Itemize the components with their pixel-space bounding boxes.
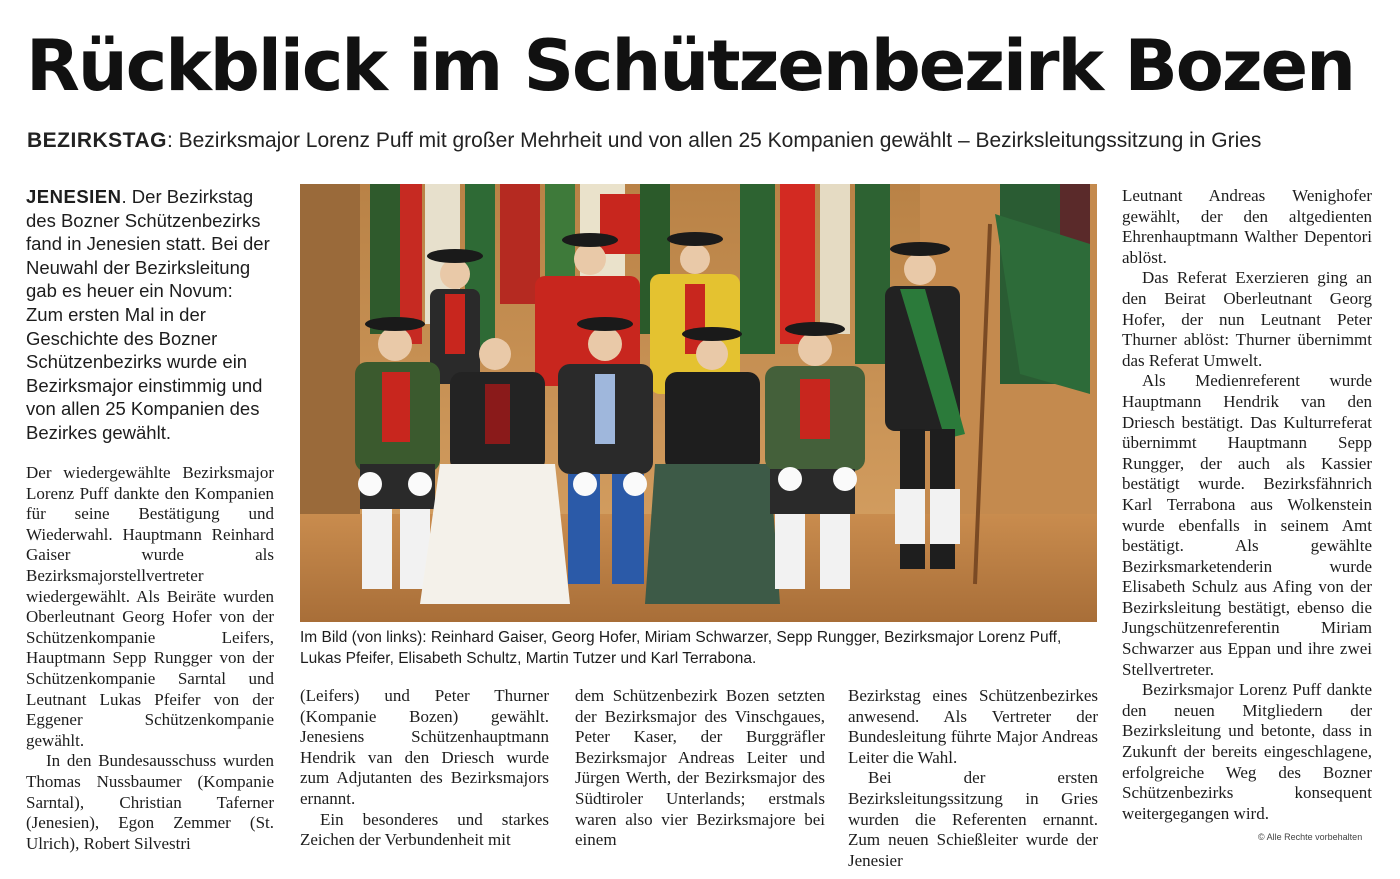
column-4 xyxy=(848,686,1098,871)
column-1-paragraph-1: Der wiedergewählte Bezirksmajor Lorenz Puff dankte den Kompanien für seine Bestätigung und Wiederwahl. Hauptmann Reinhard Gaiser wurde als Bezirksmajorstellvertreter wiedergewählt. Als Beiräte wurden Oberleutnant Georg Hofer von der Schützenkompanie Leifers, Hauptmann Sepp Rungger von der Schützenkompanie Sarntal und Leutnant Lukas Pfeifer von der Eggener Schützenkompanie gewählt. xyxy=(26,463,274,750)
column-2-paragraph-1: (Leifers) und Peter Thurner (Kompanie Bozen) gewählt. Jenesiens Schützenhauptmann Hendrik van den Driesch wurde zum Adjutanten des Bezirksmajors ernannt. xyxy=(300,686,549,808)
column-5-paragraph-1: Leutnant Andreas Wenighofer gewählt, der den altgedienten Ehrenhauptmann Walther Depentori ablöst. xyxy=(1122,186,1372,267)
group-photo-icon xyxy=(300,184,1097,622)
column-1-paragraph-2: In den Bundesausschuss wurden Thomas Nussbaumer (Kompanie Sarntal), Christian Taferner (Jenesien), Egon Zemmer (St. Ulrich), Robert Silvestri xyxy=(26,751,274,853)
lead-text: . Der Bezirkstag des Bozner Schützenbezirks fand in Jenesien statt. Bei der Neuwahl der Bezirksleitung gab es heuer ein Novum: Zum ersten Mal in der Geschichte des Bozner Schützenbezirks wurde ein Bezirksmajor einstimmig und von allen 25 Kompanien des Bezirkes gewählt. xyxy=(26,186,270,443)
headline: Rückblick im Schützenbezirk Bozen xyxy=(26,25,1354,107)
column-4-paragraph-2: Bei der ersten Bezirksleitungssitzung in Gries wurden die Referenten ernannt. Zum neuen Schießleiter wurde der Jenesier xyxy=(848,768,1098,870)
subheadline-text: : Bezirksmajor Lorenz Puff mit großer Mehrheit und von allen 25 Kompanien gewählt – Bezirksleitungssitzung in Gries xyxy=(166,129,1262,152)
column-5 xyxy=(1122,186,1372,824)
column-5-paragraph-3: Als Medienreferent wurde Hauptmann Hendrik van den Driesch bestätigt. Das Kulturreferat übernimmt Hauptmann Sepp Rungger, der auch als Kassier bestätigt wurde. Bezirksfähnrich Karl Terrabona aus Wolkenstein wurde ebenfalls in seinem Amt bestätigt. Als gewählte Bezirksmarketenderin wurde Elisabeth Schulz aus Afing von der Bezirksleitung bestätigt, ebenso die Jungschützenreferentin Miriam Schwarzer aus Eppan und ihre zwei Stellvertreter. xyxy=(1122,371,1372,679)
column-1 xyxy=(26,463,274,854)
column-3-paragraph-1: dem Schützenbezirk Bozen setzten der Bezirksmajor des Vinschgaues, Peter Kaser, der Burggräfler Bezirksmajor Andreas Leiter und Jürgen Werth, der Bezirksmajor des Südtiroler Unterlands; erstmals waren also vier Bezirksmajore bei einem xyxy=(575,686,825,850)
group-photo xyxy=(300,184,1097,622)
subheadline-keyword: BEZIRKSTAG xyxy=(27,129,167,152)
copyright-notice: © Alle Rechte vorbehalten xyxy=(1258,832,1363,842)
column-4-paragraph-1: Bezirkstag eines Schützenbezirkes anwesend. Als Vertreter der Bundesleitung führte Major Andreas Leiter die Wahl. xyxy=(848,686,1098,767)
column-5-paragraph-4: Bezirksmajor Lorenz Puff dankte den neuen Mitgliedern der Bezirksleitung und betonte, dass in Zukunft der bereits eingeschlagene, erfolgreiche Weg des Bozner Schützenbezirks konsequent weitergegangen wird. xyxy=(1122,680,1372,823)
dateline: JENESIEN xyxy=(26,186,122,207)
column-5-paragraph-2: Das Referat Exerzieren ging an den Beirat Oberleutnant Georg Hofer, der nun Leutnant Peter Thurner ablöst: Thurner übernimmt das Referat Umwelt. xyxy=(1122,268,1372,370)
column-3 xyxy=(575,686,825,851)
subheadline xyxy=(27,126,1377,156)
lead-paragraph xyxy=(26,185,274,445)
column-2 xyxy=(300,686,549,851)
column-2-paragraph-2: Ein besonderes und starkes Zeichen der Verbundenheit mit xyxy=(300,809,549,850)
photo-caption: Im Bild (von links): Reinhard Gaiser, Georg Hofer, Miriam Schwarzer, Sepp Rungger, Bezirksmajor Lorenz Puff, Lukas Pfeifer, Elisabeth Schultz, Martin Tutzer und Karl Terrabona. xyxy=(300,629,1062,667)
